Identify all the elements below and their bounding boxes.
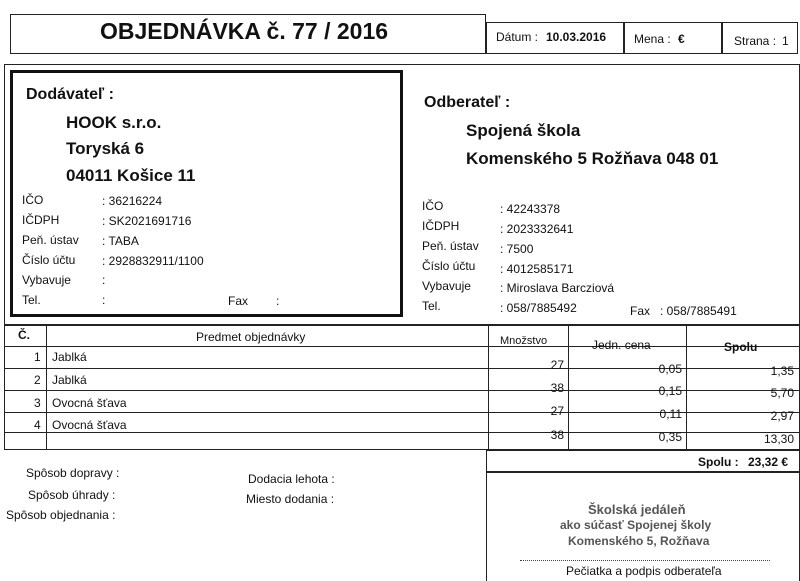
- supplier-handler-value: :: [102, 273, 106, 287]
- table-row-no: 1: [34, 350, 41, 364]
- table-row-qty: 27: [550, 358, 564, 372]
- customer-icdph-label: IČDPH: [422, 219, 460, 233]
- supplier-ico-label: IČO: [22, 193, 44, 207]
- stamp-line-1: Školská jedáleň: [588, 502, 686, 517]
- table-row-item: Ovocná šťava: [52, 418, 127, 432]
- customer-fax-value: : 058/7885491: [660, 304, 737, 318]
- table-row-price: 0,15: [658, 384, 682, 398]
- table-row-qty: 38: [550, 428, 564, 442]
- supplier-tel-value: :: [102, 293, 106, 307]
- order-method-label: Spôsob objednania :: [6, 508, 116, 522]
- customer-handler-value: : Miroslava Barcziová: [500, 281, 615, 295]
- currency-label: Mena :: [634, 32, 671, 46]
- col-header-no: Č.: [18, 328, 30, 342]
- customer-ico-label: IČO: [422, 199, 444, 213]
- table-row-price: 0,11: [659, 407, 682, 421]
- col-header-qty: Množstvo: [500, 335, 548, 347]
- supplier-tel-label: Tel.: [22, 293, 41, 307]
- table-row-qty: 38: [550, 381, 564, 395]
- table-row-price: 0,35: [658, 430, 682, 444]
- supplier-fax-value: :: [276, 294, 280, 308]
- col-header-price: Jedn. cena: [592, 338, 651, 352]
- supplier-account-value: : 2928832911/1100: [102, 254, 204, 268]
- customer-handler-label: Vybavuje: [422, 279, 471, 293]
- delivery-term-label: Dodacia lehota :: [248, 472, 335, 486]
- customer-name: Spojená škola: [466, 121, 581, 140]
- table-row-total: 13,30: [763, 432, 794, 446]
- supplier-icdph-value: : SK2021691716: [102, 214, 192, 228]
- transport-label: Spôsob dopravy :: [26, 466, 120, 480]
- table-row-item: Ovocná šťava: [52, 396, 127, 410]
- date-value: 10.03.2016: [546, 30, 607, 44]
- table-row-total: 5,70: [770, 386, 794, 400]
- customer-tel-label: Tel.: [422, 299, 441, 313]
- page-label: Strana :: [734, 34, 777, 48]
- supplier-ico-value: : 36216224: [102, 194, 163, 208]
- table-row-item: Jablká: [52, 350, 87, 364]
- customer-address: Komenského 5 Rožňava 048 01: [466, 149, 719, 168]
- table-row-total: 1,35: [770, 364, 794, 378]
- currency-value: €: [678, 32, 685, 46]
- customer-ico-value: : 42243378: [500, 202, 561, 216]
- supplier-fax-label: Fax: [228, 294, 249, 308]
- supplier-bank-label: Peň. ústav: [22, 233, 79, 247]
- col-header-item: Predmet objednávky: [196, 330, 306, 344]
- supplier-name: HOOK s.r.o.: [66, 113, 162, 132]
- supplier-street: Toryská 6: [66, 139, 145, 158]
- table-row-total: 2,97: [770, 409, 794, 423]
- supplier-heading: Dodávateľ :: [26, 86, 114, 103]
- customer-bank-value: : 7500: [500, 242, 534, 256]
- page-value: 1: [782, 34, 789, 48]
- stamp-line-2: ako súčasť Spojenej školy: [560, 518, 712, 532]
- sum-label: Spolu :: [698, 455, 739, 469]
- stamp-line-3: Komenského 5, Rožňava: [568, 534, 710, 548]
- customer-heading: Odberateľ :: [424, 94, 511, 111]
- supplier-icdph-label: IČDPH: [22, 213, 60, 227]
- table-row-no: 2: [34, 373, 41, 387]
- signature-label: Pečiatka a podpis odberateľa: [566, 564, 722, 578]
- table-row-price: 0,05: [658, 362, 682, 376]
- table-row-no: 4: [34, 418, 41, 432]
- supplier-account-label: Číslo účtu: [22, 253, 76, 267]
- col-header-total: Spolu: [724, 340, 758, 354]
- sum-value: 23,32 €: [748, 455, 789, 469]
- customer-fax-label: Fax: [630, 304, 651, 318]
- delivery-place-label: Miesto dodania :: [246, 492, 335, 506]
- customer-tel-value: : 058/7885492: [500, 301, 577, 315]
- order-title: OBJEDNÁVKA č. 77 / 2016: [100, 18, 389, 44]
- table-row-item: Jablká: [52, 373, 87, 387]
- payment-label: Spôsob úhrady :: [28, 488, 116, 502]
- customer-account-label: Číslo účtu: [422, 259, 476, 273]
- table-row-qty: 27: [550, 404, 564, 418]
- supplier-bank-value: : TABA: [102, 234, 139, 248]
- table-row-no: 3: [34, 396, 41, 410]
- supplier-handler-label: Vybavuje: [22, 273, 71, 287]
- customer-bank-label: Peň. ústav: [422, 239, 479, 253]
- customer-icdph-value: : 2023332641: [500, 222, 574, 236]
- supplier-city: 04011 Košice 11: [66, 166, 196, 185]
- customer-account-value: : 4012585171: [500, 262, 574, 276]
- date-label: Dátum :: [496, 30, 539, 44]
